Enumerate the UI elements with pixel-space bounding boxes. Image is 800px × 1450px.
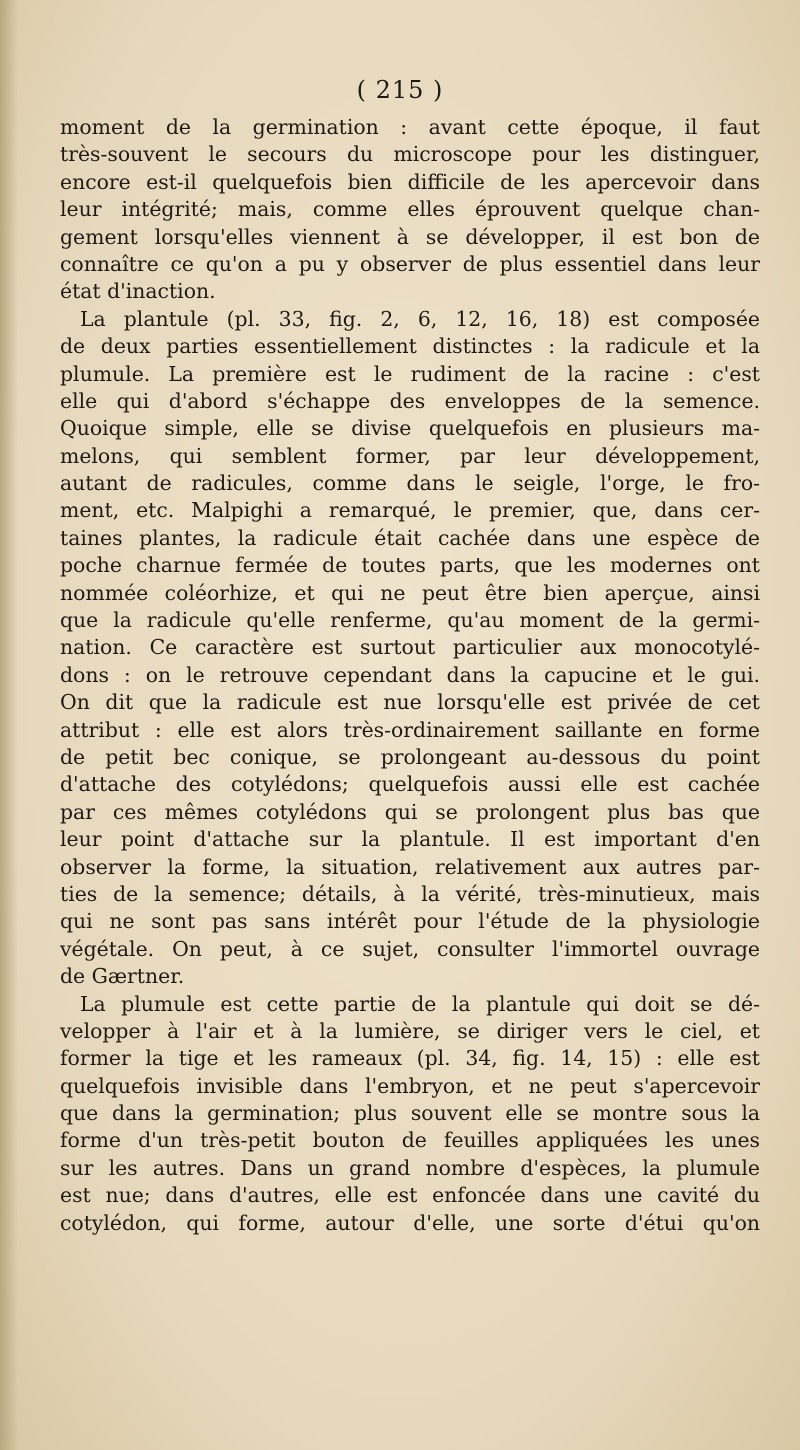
text-line: leur point d'attache sur la plantule. Il est important d'en: [60, 827, 760, 852]
body-text: [60, 114, 760, 1237]
text-line: autant de radicules, comme dans le seigle, l'orge, le fro-: [60, 471, 760, 496]
text-line: La plantule (pl. 33, fig. 2, 6, 12, 16, 18) est composée: [80, 306, 760, 331]
text-line: plumule. La première est le rudiment de la racine : c'est: [60, 361, 760, 386]
text-line: moment de la germination : avant cette époque, il faut: [60, 115, 760, 139]
text-line: connaître ce qu'on a pu y observer de plus essentiel dans leur: [60, 251, 760, 276]
text-line: Quoique simple, elle se divise quelquefois en plusieurs ma-: [60, 416, 760, 441]
text-line: d'attache des cotylédons; quelquefois aussi elle est cachée: [60, 772, 760, 797]
text-line: leur intégrité; mais, comme elles éprouvent quelque chan-: [60, 197, 760, 222]
text-line: végétale. On peut, à ce sujet, consulter l'immortel ouvrage: [60, 936, 760, 961]
text-line: ment, etc. Malpighi a remarqué, le premier, que, dans cer-: [60, 498, 760, 523]
text-line: gement lorsqu'elles viennent à se développer, il est bon de: [60, 224, 760, 249]
text-line: par ces mêmes cotylédons qui se prolongent plus bas que: [60, 799, 760, 824]
text-line: que la radicule qu'elle renferme, qu'au moment de la germi-: [60, 608, 760, 633]
text-line: cotylédon, qui forme, autour d'elle, une sorte d'étui qu'on: [60, 1210, 760, 1235]
text-line: qui ne sont pas sans intérêt pour l'étude de la physiologie: [60, 909, 760, 934]
text-line: de deux parties essentiellement distinctes : la radicule et la: [60, 334, 760, 359]
text-line: encore est-il quelquefois bien difficile de les apercevoir dans: [60, 169, 760, 194]
text-line: très-souvent le secours du microscope pour les distinguer,: [60, 142, 760, 167]
text-line: taines plantes, la radicule était cachée dans une espèce de: [60, 525, 760, 550]
text-line: dons : on le retrouve cependant dans la capucine et le gui.: [60, 662, 760, 687]
page-number: ( 215 ): [356, 76, 444, 104]
text-line: de petit bec conique, se prolongeant au-dessous du point: [60, 744, 760, 769]
text-line: La plumule est cette partie de la plantule qui doit se dé-: [80, 991, 760, 1016]
text-line: poche charnue fermée de toutes parts, que les modernes ont: [60, 553, 760, 578]
text-line: attribut : elle est alors très-ordinairement saillante en forme: [60, 717, 760, 742]
text-line: On dit que la radicule est nue lorsqu'elle est privée de cet: [60, 690, 760, 715]
text-line: sur les autres. Dans un grand nombre d'espèces, la plumule: [60, 1155, 760, 1180]
text-line: que dans la germination; plus souvent elle se montre sous la: [60, 1101, 760, 1126]
text-line: melons, qui semblent former, par leur développement,: [60, 443, 760, 468]
text-line: état d'inaction.: [60, 279, 216, 304]
text-line: velopper à l'air et à la lumière, se diriger vers le ciel, et: [60, 1018, 760, 1043]
text-line: observer la forme, la situation, relativement aux autres par-: [60, 854, 760, 879]
text-line: former la tige et les rameaux (pl. 34, fig. 14, 15) : elle est: [60, 1046, 760, 1071]
text-line: ties de la semence; détails, à la vérité, très-minutieux, mais: [60, 881, 760, 906]
text-line: quelquefois invisible dans l'embryon, et ne peut s'apercevoir: [60, 1073, 760, 1098]
page-gutter-shadow: [0, 0, 18, 1450]
text-line: elle qui d'abord s'échappe des enveloppes de la semence.: [60, 388, 760, 413]
text-line: est nue; dans d'autres, elle est enfoncée dans une cavité du: [60, 1183, 760, 1208]
text-line: forme d'un très-petit bouton de feuilles appliquées les unes: [60, 1128, 760, 1153]
text-line: nommée coléorhize, et qui ne peut être bien aperçue, ainsi: [60, 580, 760, 605]
text-line: de Gærtner.: [60, 964, 185, 989]
text-line: nation. Ce caractère est surtout particulier aux monocotylé-: [60, 635, 760, 660]
